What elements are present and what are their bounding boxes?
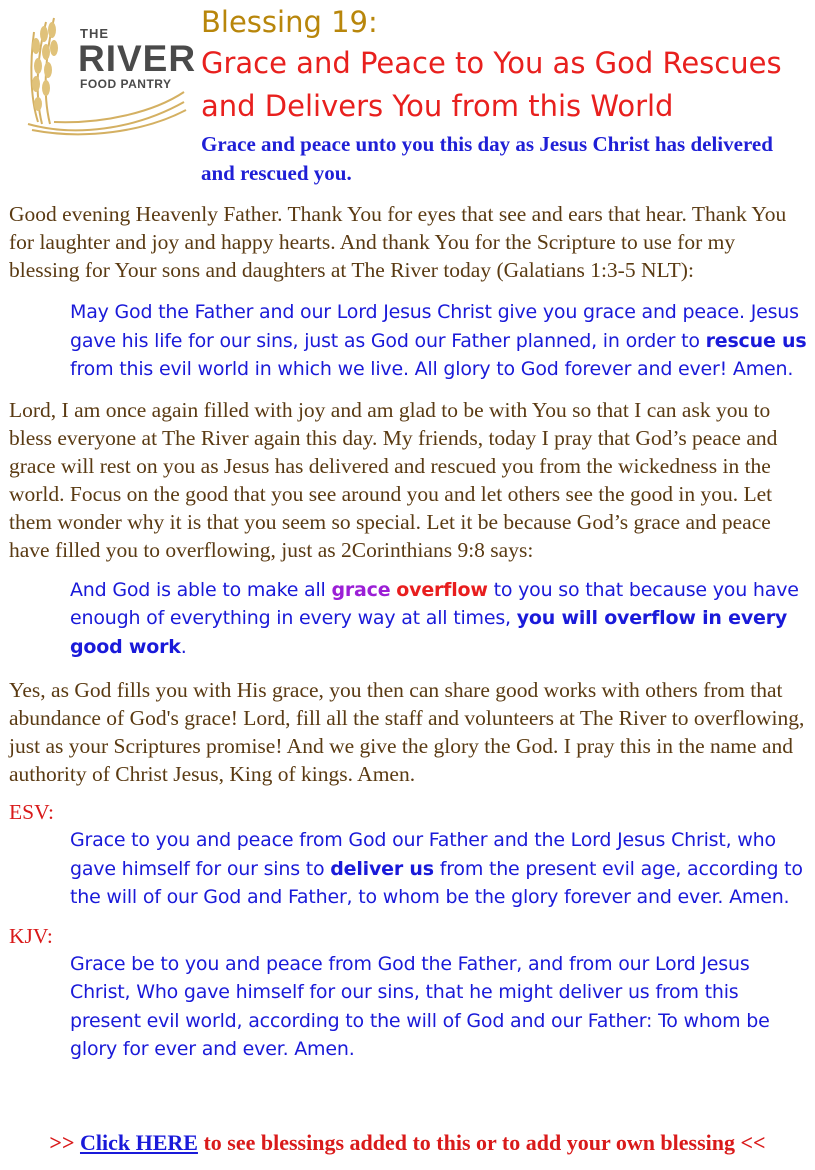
paragraph-3: Yes, as God fills you with His grace, you then can share good works with others from that abundance of God's grace! Lord, fill all the staff and volunteers at The River to overflowing, just as your Scriptures promise! And we give the glory the God. I pray this in the name and authority of Christ Jesus, King of kings. Amen.: [9, 678, 805, 786]
footer-prefix: >>: [49, 1130, 80, 1155]
esv-text-a: Grace to you and peace from God our Father and the Lord Jesus Christ, who gave himself for our sins to: [70, 829, 776, 880]
quote-2-emphasis: you will overflow in every good work: [70, 607, 788, 658]
kjv-label: KJV:: [9, 923, 53, 948]
quote-2-text-d: .: [180, 635, 187, 658]
esv-emphasis: deliver us: [330, 857, 434, 880]
logo-text: [80, 26, 196, 91]
blessing-body: [9, 200, 809, 1064]
quote-2-overflow: overflow: [396, 578, 488, 601]
footer-suffix: to see blessings added to this or to add your own blessing <<: [197, 1130, 766, 1155]
logo-line-river: RIVER: [78, 38, 197, 79]
blessing-number: Blessing 19:: [201, 5, 378, 39]
click-here-link[interactable]: Click HERE: [79, 1130, 198, 1155]
river-food-pantry-logo: [24, 12, 197, 136]
quote-2-text-b: to you so that because you have enough of everything in every way at all times,: [70, 578, 799, 629]
quote-1-text-c: from this evil world in which we live. All glory to God forever and ever! Amen.: [70, 358, 794, 380]
footer-call-to-action: [0, 1130, 815, 1156]
paragraph-2: Lord, I am once again filled with joy and am glad to be with You so that I can ask you to bless everyone at The River again this day. My friends, today I pray that God’s peace and grace will rest on you as Jesus has delivered and rescued you from the wickedness in the world. Focus on the good that you see around you and let others see the good in you. Let them wonder why it is that you seem so special. Let it be because God’s grace and peace have filled you to overflowing, just as 2Corinthians 9:8 says:: [9, 397, 778, 562]
quote-1-emphasis: rescue us: [705, 329, 807, 352]
paragraph-1: Good evening Heavenly Father. Thank You for eyes that see and ears that hear. Thank You for laughter and joy and happy hearts. And thank You for the Scripture to use for my blessing for Your sons and daughters at The River today (Galatians 1:3-5 NLT):: [9, 202, 787, 282]
blessing-title: Grace and Peace to You as God Rescues and Delivers You from this World: [201, 46, 782, 123]
quote-1-text-a: May God the Father and our Lord Jesus Christ give you grace and peace. Jesus gave his life for our sins, just as God our Father planned, in order to: [70, 301, 799, 352]
kjv-quote: Grace be to you and peace from God the Father, and from our Lord Jesus Christ, Who gave himself for our sins, that he might deliver us from this present evil world, according to the will of God and our Father: To whom be glory for ever and ever. Amen.: [70, 952, 770, 1060]
logo-line-the: THE: [80, 26, 109, 41]
blessing-subtitle: Grace and peace unto you this day as Jesus Christ has delivered and rescued you.: [201, 132, 773, 185]
blessing-header: [201, 2, 801, 188]
logo-line-food-pantry: FOOD PANTRY: [80, 77, 172, 91]
esv-quote: [70, 826, 809, 912]
esv-text-c: from the present evil age, according to the will of our God and Father, to whom be the glory forever and ever. Amen.: [70, 857, 803, 908]
galatians-quote: [70, 298, 809, 384]
quote-2-grace: grace: [331, 578, 391, 601]
esv-label: ESV:: [9, 800, 54, 824]
quote-2-text-a: And God is able to make all: [70, 578, 332, 601]
corinthians-quote: [70, 576, 809, 662]
